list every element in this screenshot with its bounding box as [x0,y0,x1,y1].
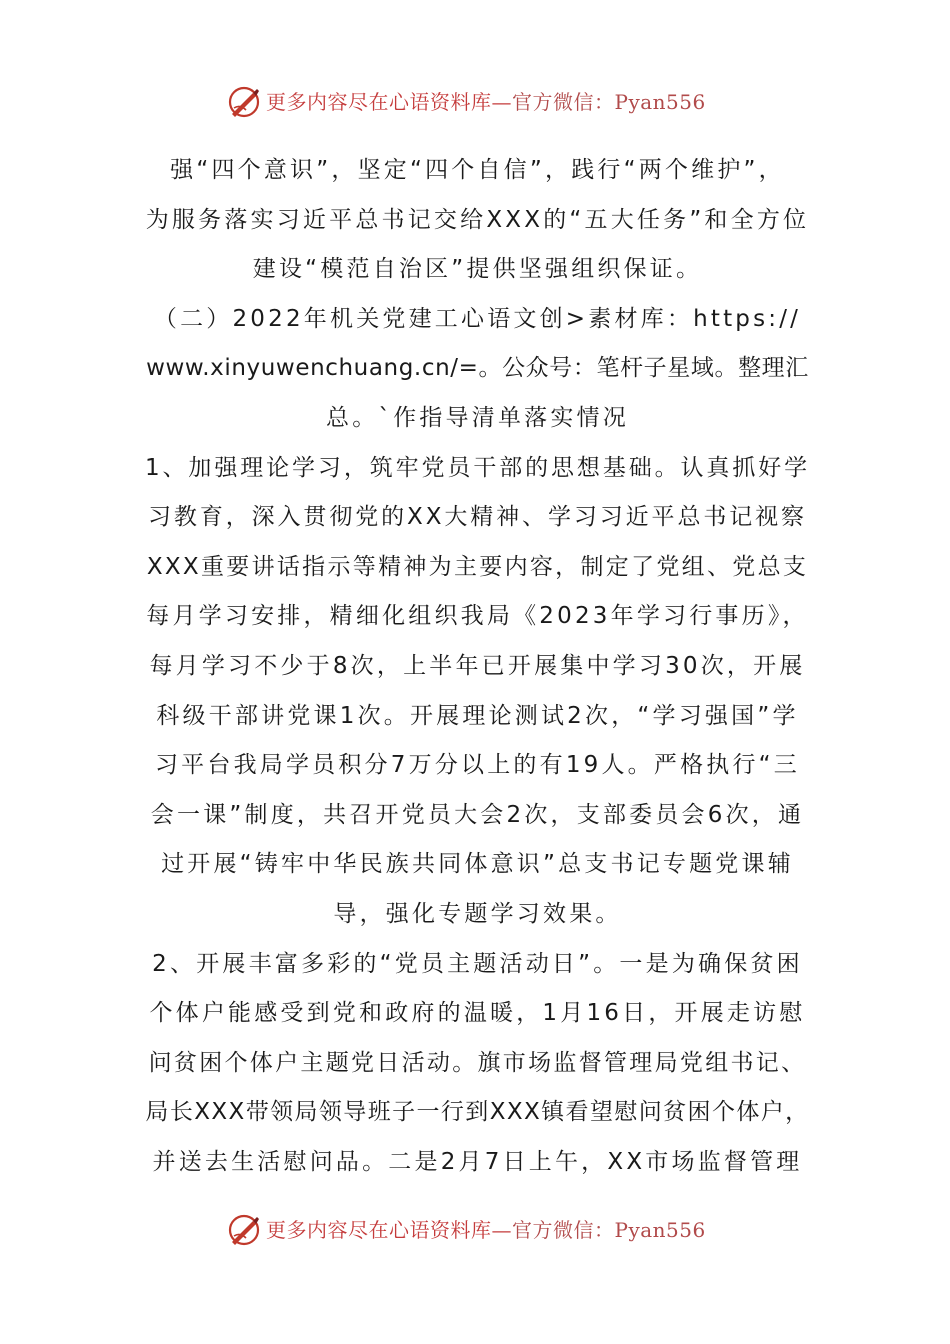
document-body [145,146,810,1187]
watermark-banner-bottom [0,1210,950,1250]
text-line-7: 1、加强理论学习，筑牢党员干部的思想基础。认真抓好学 [145,454,811,481]
text-line-4: （二）2022年机关党建工心语文创>素材库：https:// [153,305,802,332]
text-line-20: 局长XXX带领局领导班子一行到XXX镇看望慰问贫困个体户， [145,1099,810,1126]
text-line-1: 强“四个意识”，坚定“四个自信”，践行“两个维护”， [170,157,785,183]
pen-logo-icon [226,84,262,120]
text-line-16: 导，强化专题学习效果。 [333,900,622,927]
watermark-dash: — [491,1218,512,1242]
text-line-10: 每月学习安排，精细化组织我局《2023年学习行事历》， [146,603,809,630]
watermark-official-label: 官方微信： [512,90,615,114]
text-line-5: www.xinyuwenchuang.cn/=。公众号：笔杆子星域。整理汇 [146,355,809,382]
text-line-13: 习平台我局学员积分7万分以上的有19人。严格执行“三 [154,752,800,779]
watermark-banner-top [0,82,950,122]
text-line-17: 2、开展丰富多彩的“党员主题活动日”。一是为确保贫困 [152,950,803,977]
watermark-wechat-id: Pyan556 [614,90,706,114]
watermark-text [266,86,706,115]
text-line-12: 科级干部讲党课1次。开展理论测试2次，“学习强国”学 [156,702,799,729]
text-line-21: 并送去生活慰问品。二是2月7日上午，XX市场监督管理 [152,1148,803,1175]
text-line-3: 建设“模范自治区”提供坚强组织保证。 [252,256,703,283]
text-line-14: 会一课”制度，共召开党员大会2次，支部委员会6次，通 [150,801,805,828]
text-line-8: 习教育，深入贯彻党的XX大精神、学习习近平总书记视察 [148,504,807,531]
text-line-18: 个体户能感受到党和政府的温暖，1月16日，开展走访慰 [149,1000,806,1027]
text-line-11: 每月学习不少于8次，上半年已开展集中学习30次，开展 [149,652,806,679]
watermark-site-text: 更多内容尽在心语资料库 [266,1218,492,1242]
watermark-site-text: 更多内容尽在心语资料库 [266,90,492,114]
text-line-2: 为服务落实习近平总书记交给XXX的“五大任务”和全方位 [145,206,810,233]
text-line-6: 总。`作指导清单落实情况 [326,404,629,431]
text-line-19: 问贫困个体户主题党日活动。旗市场监督管理局党组书记、 [148,1049,807,1076]
text-line-15: 过开展“铸牢中华民族共同体意识”总支书记专题党课辅 [161,851,794,878]
text-line-9: XXX重要讲话指示等精神为主要内容，制定了党组、党总支 [146,553,809,580]
watermark-official-label: 官方微信： [512,1218,615,1242]
watermark-dash: — [491,90,512,114]
watermark-text [266,1214,706,1243]
pen-logo-icon [226,1212,262,1248]
watermark-wechat-id: Pyan556 [614,1218,706,1242]
